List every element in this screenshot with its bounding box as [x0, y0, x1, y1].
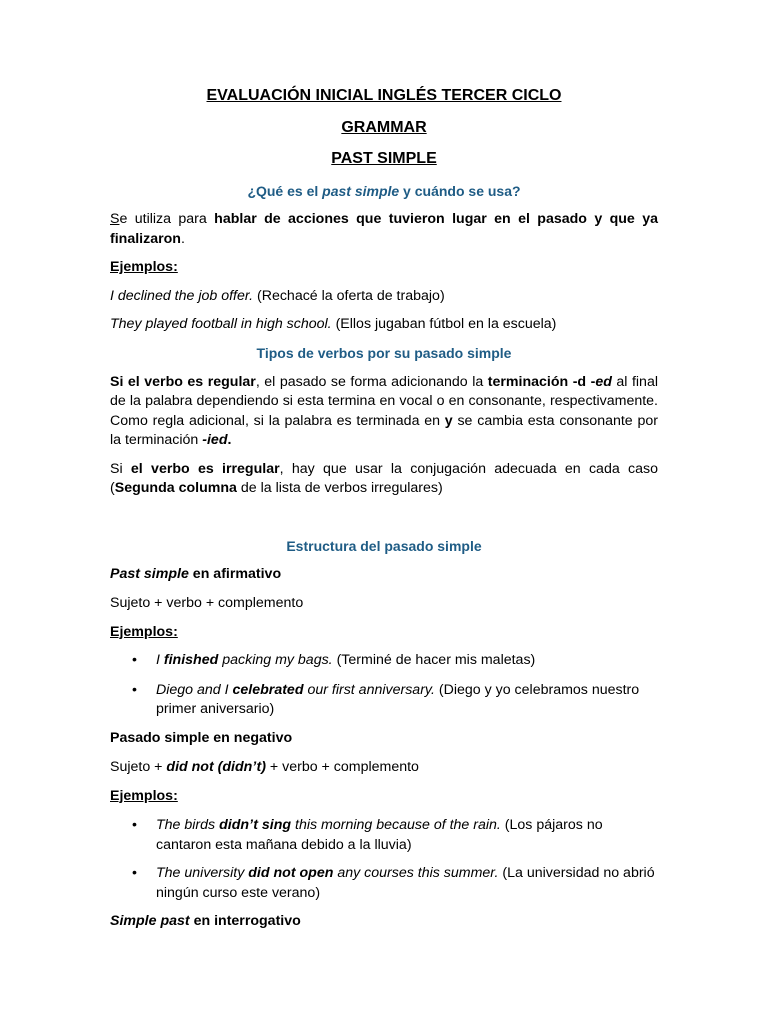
interrogative-heading-em: Simple past	[110, 913, 190, 929]
doc-title-line3: PAST SIMPLE	[331, 150, 437, 167]
bullet-icon: •	[132, 865, 137, 881]
regular-bold-y: y	[444, 412, 453, 429]
affirmative-formula: Sujeto + verbo + complemento	[110, 595, 304, 611]
heading-text-pre: ¿Qué es el	[247, 183, 323, 199]
irregular-text-3: de la lista de verbos irregulares)	[236, 480, 443, 496]
example-english: I	[156, 652, 164, 668]
example-english: this morning because of the rain.	[291, 817, 501, 833]
bullet-icon: •	[132, 652, 137, 668]
regular-text-1: , el pasado se forma adicionando la	[255, 373, 488, 390]
irregular-text-1: Si	[110, 460, 131, 477]
example-translation: (Terminé de hacer mis maletas)	[332, 652, 536, 668]
example-english: The university	[156, 865, 249, 881]
interrogative-heading-text: en interrogativo	[189, 913, 301, 929]
formula-did-not: did not (didn’t)	[166, 759, 266, 775]
example-verb: finished	[163, 652, 219, 668]
formula-post: + verbo + complemento	[265, 759, 419, 775]
regular-bold-italic-ed: ed	[595, 373, 612, 390]
section-heading-tipos: Tipos de verbos por su pasado simple	[256, 344, 512, 361]
affirmative-heading-text: en afirmativo	[188, 565, 282, 582]
negative-examples-list	[110, 816, 658, 903]
regular-bold-1: Si el verbo es regular	[110, 373, 256, 390]
irregular-bold-2: Segunda columna	[114, 480, 237, 496]
example-verb: did not open	[248, 865, 334, 881]
irregular-bold-1: el verbo es irregular	[130, 460, 280, 477]
example-verb: didn’t sing	[219, 817, 292, 833]
example-english: packing my bags.	[218, 652, 333, 668]
document-body	[110, 86, 658, 932]
examples-label: Ejemplos:	[110, 259, 178, 275]
intro-end: .	[180, 230, 185, 247]
doc-title-line2: GRAMMAR	[341, 119, 427, 136]
negative-heading: Pasado simple en negativo	[110, 729, 293, 746]
examples-label: Ejemplos:	[110, 787, 178, 804]
list-item	[110, 651, 658, 671]
regular-verbs-paragraph	[110, 373, 658, 451]
example-english: our first anniversary.	[303, 681, 435, 698]
example-line	[110, 287, 658, 307]
intro-paragraph	[110, 210, 658, 249]
example-translation: (La universidad no abrió ningún curso este verano)	[156, 865, 655, 901]
example-translation: (Rechacé la oferta de trabajo)	[253, 287, 445, 304]
formula-pre: Sujeto +	[110, 759, 167, 775]
example-line	[110, 315, 658, 335]
list-item	[110, 681, 658, 720]
list-item	[110, 864, 658, 903]
bullet-icon: •	[132, 817, 137, 833]
negative-formula	[110, 758, 658, 778]
example-translation: (Los pájaros no cantaron esta mañana debido a la lluvia)	[156, 817, 603, 853]
example-english: I declined the job offer.	[110, 287, 254, 304]
example-translation: (Ellos jugaban fútbol en la escuela)	[331, 316, 557, 332]
intro-first-letter: S	[110, 211, 120, 227]
regular-text-3: se cambia esta consonante por la terminación	[110, 412, 658, 448]
regular-text-2: al final de la palabra dependiendo si esta termina en vocal o en consonante, respectivamente. Como regla adicional, si la palabra es terminada en	[110, 373, 658, 429]
example-translation: (Diego y yo celebramos nuestro primer aniversario)	[156, 681, 640, 717]
example-english: Diego and I	[156, 681, 233, 698]
example-english: The birds	[156, 817, 220, 833]
example-verb: celebrated	[232, 681, 304, 698]
intro-text: e utiliza para	[119, 211, 215, 227]
example-english: any courses this summer.	[333, 865, 499, 881]
regular-bold-italic-ied: -ied	[202, 432, 228, 448]
interrogative-heading	[110, 912, 658, 932]
affirmative-heading-em: Past simple	[110, 565, 189, 582]
heading-text-post: y cuándo se usa?	[399, 183, 521, 199]
list-item	[110, 816, 658, 855]
regular-bold-2: terminación -d -	[487, 373, 596, 390]
affirmative-heading	[110, 565, 658, 585]
irregular-text-2: , hay que usar la conjugación adecuada en cada caso (	[110, 460, 658, 496]
heading-text-em: past simple	[322, 183, 400, 199]
intro-bold: hablar de acciones que tuvieron lugar en el pasado y que ya finalizaron	[110, 211, 658, 247]
irregular-verbs-paragraph	[110, 460, 658, 499]
affirmative-examples-list	[110, 651, 658, 720]
example-english: They played football in high school.	[110, 316, 332, 332]
bullet-icon: •	[132, 681, 137, 698]
regular-end: .	[227, 432, 232, 448]
doc-title-line1: EVALUACIÓN INICIAL INGLÉS TERCER CICLO	[206, 87, 562, 104]
examples-label: Ejemplos:	[110, 623, 178, 640]
section-heading-estructura: Estructura del pasado simple	[286, 537, 482, 554]
section-heading-que-es	[110, 182, 658, 201]
